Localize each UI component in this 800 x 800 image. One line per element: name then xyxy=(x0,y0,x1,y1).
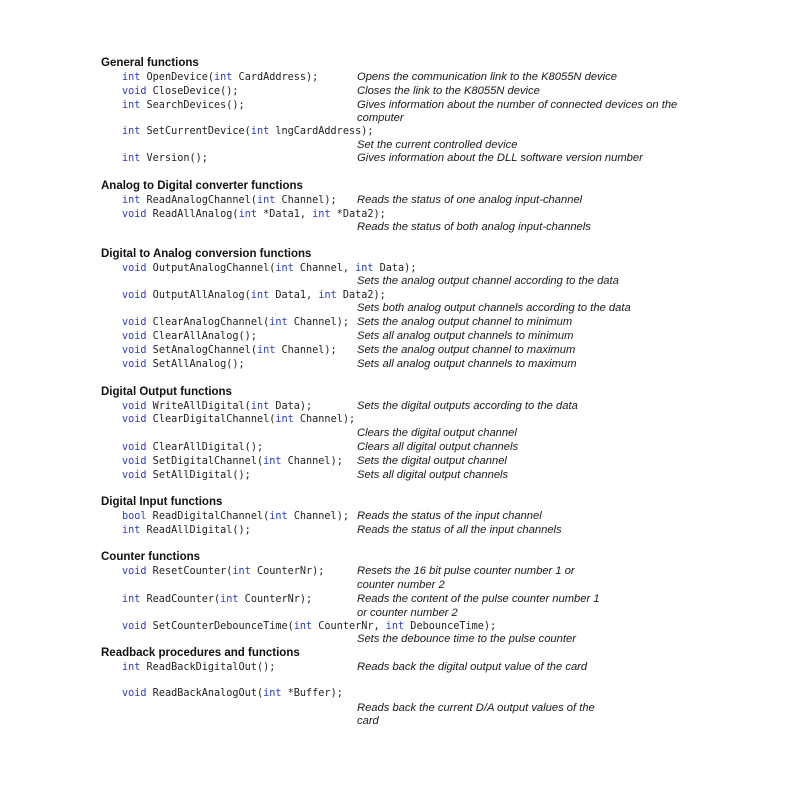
section-heading-counter-functions: Counter functions xyxy=(101,551,201,563)
signature-text: CounterNr); xyxy=(238,594,313,605)
type-keyword: int xyxy=(269,317,288,328)
signature-text: Data); xyxy=(373,263,417,274)
type-keyword: void xyxy=(122,331,147,342)
type-keyword: int xyxy=(385,621,405,632)
signature-text: ReadAnalogChannel( xyxy=(140,195,257,206)
type-keyword: void xyxy=(122,401,147,412)
type-keyword: void xyxy=(122,442,147,453)
signature-text: Channel); xyxy=(275,345,337,356)
type-keyword: int xyxy=(275,263,294,274)
function-description: Resets the 16 bit pulse counter number 1 or xyxy=(357,565,575,577)
signature-text: DebounceTime); xyxy=(404,621,497,632)
type-keyword: void xyxy=(122,359,147,370)
function-signature xyxy=(122,687,343,700)
signature-text: Channel); xyxy=(293,414,356,425)
function-description: Sets the digital outputs according to the data xyxy=(357,400,578,412)
type-keyword: int xyxy=(263,456,282,467)
type-keyword: int xyxy=(250,290,270,301)
type-keyword: void xyxy=(122,414,147,425)
function-signature xyxy=(122,441,263,454)
signature-text: ClearAllAnalog(); xyxy=(146,331,257,342)
type-keyword: int xyxy=(122,72,141,83)
type-keyword: void xyxy=(122,470,147,481)
type-keyword: int xyxy=(318,290,337,301)
function-description: Sets the digital output channel xyxy=(357,455,507,467)
signature-text: CardAddress); xyxy=(232,72,319,83)
signature-text: ReadDigitalChannel( xyxy=(146,511,270,522)
type-keyword: int xyxy=(355,263,374,274)
signature-text: SearchDevices(); xyxy=(140,100,245,111)
signature-text: Channel); xyxy=(275,195,337,206)
section-heading-analog-to-digital-converter-functions: Analog to Digital converter functions xyxy=(101,180,303,192)
signature-text: lngCardAddress); xyxy=(269,126,374,137)
type-keyword: int xyxy=(250,126,270,137)
signature-text: SetDigitalChannel( xyxy=(146,456,264,467)
function-description: Set the current controlled device xyxy=(357,139,518,151)
function-description: Reads the status of all the input channels xyxy=(357,524,562,536)
function-description: Reads the content of the pulse counter number 1 xyxy=(357,593,600,605)
function-signature xyxy=(122,400,312,413)
signature-text: SetAllDigital(); xyxy=(146,470,251,481)
function-description: Clears the digital output channel xyxy=(357,427,517,439)
function-description: Sets all digital output channels xyxy=(357,469,509,481)
signature-text: ReadCounter( xyxy=(140,594,221,605)
function-description: or counter number 2 xyxy=(357,607,458,619)
signature-text: ReadAllAnalog( xyxy=(146,209,239,220)
signature-text: *Data1, xyxy=(256,209,313,220)
function-signature xyxy=(122,620,496,633)
signature-text: SetCounterDebounceTime( xyxy=(146,621,294,632)
signature-text: Channel); xyxy=(287,317,349,328)
signature-text: OutputAllAnalog( xyxy=(146,290,251,301)
signature-text: SetCurrentDevice( xyxy=(140,126,251,137)
function-signature xyxy=(122,661,275,674)
type-keyword: int xyxy=(293,621,313,632)
section-heading-readback-procedures-and-functions: Readback procedures and functions xyxy=(101,647,300,659)
type-keyword: void xyxy=(122,566,147,577)
type-keyword: int xyxy=(269,511,288,522)
type-keyword: int xyxy=(122,525,141,536)
signature-text: ResetCounter( xyxy=(146,566,233,577)
function-signature xyxy=(122,330,257,343)
function-description: Reads back the current D/A output values of the xyxy=(357,702,595,714)
function-description: Reads the status of the input channel xyxy=(357,510,542,522)
type-keyword: int xyxy=(122,126,141,137)
function-description: Sets the analog output channel according to the data xyxy=(357,275,619,287)
function-signature xyxy=(122,469,251,482)
signature-text: Channel, xyxy=(293,263,356,274)
type-keyword: void xyxy=(122,86,147,97)
type-keyword: int xyxy=(214,72,233,83)
function-signature xyxy=(122,565,324,578)
signature-text: Data2); xyxy=(336,290,386,301)
function-description: Sets both analog output channels according to the data xyxy=(357,302,631,314)
signature-text: Version(); xyxy=(140,153,208,164)
section-heading-digital-input-functions: Digital Input functions xyxy=(101,496,223,508)
signature-text: ClearDigitalChannel( xyxy=(146,414,276,425)
type-keyword: int xyxy=(312,209,331,220)
signature-text: ClearAnalogChannel( xyxy=(146,317,270,328)
type-keyword: void xyxy=(122,688,147,699)
type-keyword: int xyxy=(122,100,141,111)
type-keyword: int xyxy=(232,566,251,577)
function-signature xyxy=(122,316,349,329)
signature-text: ClearAllDigital(); xyxy=(146,442,264,453)
type-keyword: int xyxy=(256,345,276,356)
type-keyword: void xyxy=(122,317,147,328)
function-signature xyxy=(122,455,343,468)
function-signature xyxy=(122,524,251,537)
function-signature xyxy=(122,593,312,606)
signature-text: ReadBackDigitalOut(); xyxy=(140,662,276,673)
type-keyword: int xyxy=(263,688,282,699)
signature-text: Channel); xyxy=(287,511,349,522)
function-description: Sets all analog output channels to minimum xyxy=(357,330,574,342)
function-signature xyxy=(122,194,337,207)
function-description: Reads the status of one analog input-channel xyxy=(357,194,583,206)
type-keyword: int xyxy=(122,662,141,673)
function-signature xyxy=(122,152,208,165)
type-keyword: int xyxy=(256,195,276,206)
signature-text: *Data2); xyxy=(330,209,386,220)
type-keyword: void xyxy=(122,263,147,274)
type-keyword: int xyxy=(275,414,294,425)
function-signature xyxy=(122,413,355,426)
type-keyword: void xyxy=(122,621,147,632)
function-description: Gives information about the number of connected devices on the xyxy=(357,99,678,111)
signature-text: OpenDevice( xyxy=(140,72,215,83)
function-description: Opens the communication link to the K8055N device xyxy=(357,71,617,83)
function-description: Closes the link to the K8055N device xyxy=(357,85,540,97)
function-signature xyxy=(122,208,386,221)
signature-text: SetAllAnalog(); xyxy=(146,359,245,370)
signature-text: ReadAllDigital(); xyxy=(140,525,251,536)
type-keyword: void xyxy=(122,290,147,301)
function-signature xyxy=(122,262,416,275)
section-heading-digital-to-analog-conversion-functions: Digital to Analog conversion functions xyxy=(101,248,312,260)
function-signature xyxy=(122,125,374,138)
section-heading-general-functions: General functions xyxy=(101,57,199,69)
section-heading-digital-output-functions: Digital Output functions xyxy=(101,386,232,398)
function-signature xyxy=(122,99,245,112)
function-signature xyxy=(122,344,337,357)
signature-text: Data1, xyxy=(269,290,319,301)
function-signature xyxy=(122,71,318,84)
function-description: Sets all analog output channels to maximum xyxy=(357,358,577,370)
signature-text: CloseDevice(); xyxy=(146,86,239,97)
type-keyword: int xyxy=(238,209,257,220)
signature-text: CounterNr); xyxy=(250,566,325,577)
type-keyword: void xyxy=(122,456,147,467)
function-description: Sets the analog output channel to minimum xyxy=(357,316,573,328)
function-signature xyxy=(122,358,245,371)
type-keyword: int xyxy=(122,153,141,164)
function-description: counter number 2 xyxy=(357,579,445,591)
type-keyword: int xyxy=(250,401,270,412)
type-keyword: bool xyxy=(122,511,147,522)
function-description: card xyxy=(357,715,379,727)
signature-text: WriteAllDigital( xyxy=(146,401,251,412)
function-signature xyxy=(122,510,349,523)
signature-text: CounterNr, xyxy=(312,621,386,632)
signature-text: Channel); xyxy=(281,456,343,467)
signature-text: *Buffer); xyxy=(281,688,343,699)
type-keyword: void xyxy=(122,209,147,220)
type-keyword: int xyxy=(122,195,141,206)
function-description: Gives information about the DLL software version number xyxy=(357,152,643,164)
function-signature xyxy=(122,85,239,98)
signature-text: SetAnalogChannel( xyxy=(146,345,257,356)
function-description: Sets the debounce time to the pulse counter xyxy=(357,633,576,645)
signature-text: OutputAnalogChannel( xyxy=(146,263,276,274)
signature-text: ReadBackAnalogOut( xyxy=(146,688,264,699)
function-signature xyxy=(122,289,386,302)
function-description: Clears all digital output channels xyxy=(357,441,519,453)
function-description: Reads the status of both analog input-channels xyxy=(357,221,591,233)
signature-text: Data); xyxy=(269,401,313,412)
function-description: Reads back the digital output value of the card xyxy=(357,661,588,673)
function-description: Sets the analog output channel to maximum xyxy=(357,344,576,356)
type-keyword: void xyxy=(122,345,147,356)
type-keyword: int xyxy=(220,594,239,605)
type-keyword: int xyxy=(122,594,141,605)
function-description: computer xyxy=(357,112,404,124)
